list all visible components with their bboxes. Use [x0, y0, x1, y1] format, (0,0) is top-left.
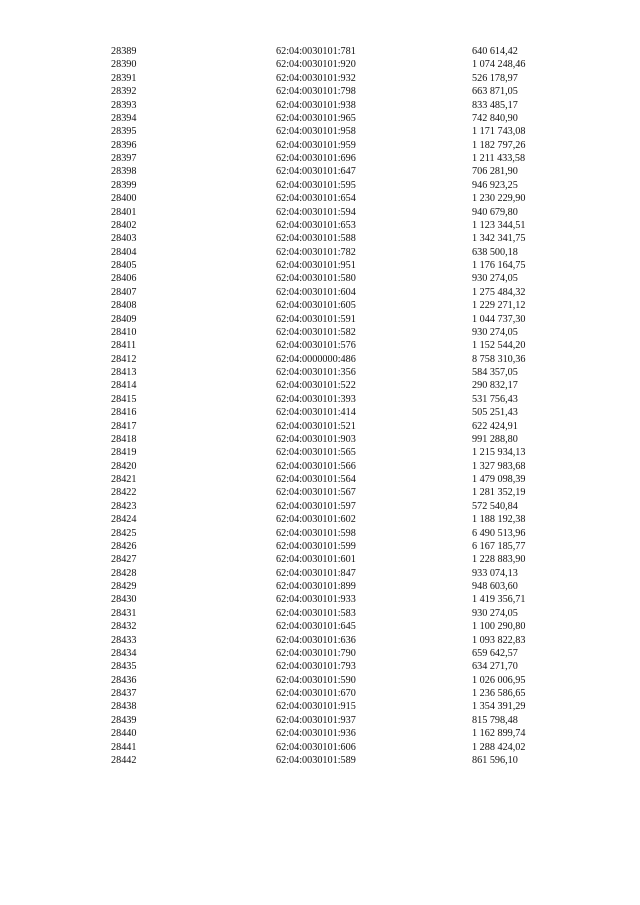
cadastral-value: 6 167 185,77: [472, 540, 526, 552]
row-number: 28432: [111, 621, 137, 633]
cadastral-number: 62:04:0030101:591: [276, 313, 356, 325]
cadastral-value: 659 642,57: [472, 647, 518, 659]
table-row: [0, 634, 640, 647]
row-number: 28433: [111, 634, 137, 646]
cadastral-number: 62:04:0030101:670: [276, 688, 356, 699]
row-number: 28392: [111, 86, 137, 98]
table-row: [0, 513, 640, 526]
table-row: [0, 540, 640, 553]
table-row: [0, 299, 640, 312]
cadastral-value: 930 274,05: [472, 607, 518, 619]
row-number: 28401: [111, 206, 137, 218]
row-number: 28440: [111, 728, 137, 740]
cadastral-number: 62:04:0030101:696: [276, 153, 356, 164]
cadastral-value: 940 679,80: [472, 206, 518, 218]
cadastral-value: 1 093 822,83: [472, 634, 526, 646]
row-number: 28404: [111, 246, 137, 258]
cadastral-value: 1 215 934,13: [472, 447, 526, 459]
cadastral-value: 1 100 290,80: [472, 621, 526, 633]
cadastral-number: 62:04:0030101:356: [276, 367, 356, 378]
cadastral-value: 1 281 352,19: [472, 487, 526, 499]
row-number: 28413: [111, 367, 137, 378]
row-number: 28425: [111, 527, 137, 539]
row-number: 28415: [111, 393, 137, 405]
cadastral-number: 62:04:0030101:790: [276, 647, 356, 659]
table-row: [0, 152, 640, 165]
cadastral-number: 62:04:0030101:605: [276, 300, 356, 312]
row-number: 28421: [111, 474, 137, 485]
table-row: [0, 165, 640, 178]
table-row: [0, 72, 640, 85]
cadastral-number: 62:04:0030101:933: [276, 594, 356, 606]
cadastral-number: 62:04:0030101:583: [276, 607, 356, 619]
cadastral-number: 62:04:0030101:601: [276, 554, 356, 566]
cadastral-value: 1 176 164,75: [472, 260, 526, 271]
table-row: [0, 714, 640, 727]
row-number: 28434: [111, 647, 137, 659]
table-row: [0, 272, 640, 285]
cadastral-number: 62:04:0030101:564: [276, 474, 356, 485]
cadastral-number: 62:04:0030101:798: [276, 86, 356, 98]
cadastral-number: 62:04:0030101:599: [276, 540, 356, 552]
row-number: 28407: [111, 286, 137, 298]
cadastral-value-table: [0, 45, 640, 767]
table-row: [0, 313, 640, 326]
row-number: 28390: [111, 59, 137, 71]
row-number: 28418: [111, 433, 137, 445]
cadastral-value: 1 211 433,58: [472, 153, 526, 164]
table-row: [0, 754, 640, 767]
cadastral-value: 1 230 229,90: [472, 193, 526, 205]
cadastral-value: 1 479 098,39: [472, 474, 526, 485]
row-number: 28397: [111, 153, 137, 164]
row-number: 28424: [111, 514, 137, 526]
cadastral-number: 62:04:0030101:590: [276, 674, 356, 686]
cadastral-number: 62:04:0030101:589: [276, 754, 356, 766]
table-row: [0, 473, 640, 486]
cadastral-value: 1 074 248,46: [472, 59, 526, 71]
cadastral-number: 62:04:0030101:654: [276, 193, 356, 205]
table-row: [0, 192, 640, 205]
cadastral-value: 505 251,43: [472, 407, 518, 419]
cadastral-value: 1 188 192,38: [472, 514, 526, 526]
cadastral-number: 62:04:0030101:932: [276, 72, 356, 84]
table-row: [0, 219, 640, 232]
table-row: [0, 700, 640, 713]
table-row: [0, 58, 640, 71]
cadastral-value: 526 178,97: [472, 72, 518, 84]
cadastral-number: 62:04:0030101:565: [276, 447, 356, 459]
cadastral-value: 531 756,43: [472, 393, 518, 405]
table-row: [0, 45, 640, 58]
cadastral-value: 706 281,90: [472, 166, 518, 178]
row-number: 28403: [111, 233, 137, 245]
table-row: [0, 179, 640, 192]
table-row: [0, 674, 640, 687]
cadastral-value: 1 354 391,29: [472, 701, 526, 713]
cadastral-value: 930 274,05: [472, 326, 518, 338]
row-number: 28437: [111, 688, 137, 699]
cadastral-number: 62:04:0030101:636: [276, 634, 356, 646]
cadastral-number: 62:04:0030101:576: [276, 340, 356, 352]
cadastral-number: 62:04:0030101:937: [276, 714, 356, 726]
row-number: 28423: [111, 500, 137, 512]
table-row: [0, 339, 640, 352]
table-row: [0, 85, 640, 98]
cadastral-value: 638 500,18: [472, 246, 518, 258]
cadastral-value: 634 271,70: [472, 661, 518, 673]
table-row: [0, 660, 640, 673]
cadastral-value: 290 832,17: [472, 380, 518, 392]
cadastral-value: 584 357,05: [472, 367, 518, 378]
table-row: [0, 286, 640, 299]
cadastral-value: 1 419 356,71: [472, 594, 526, 606]
table-row: [0, 379, 640, 392]
cadastral-number: 62:04:0030101:588: [276, 233, 356, 245]
table-row: [0, 647, 640, 660]
cadastral-number: 62:04:0030101:938: [276, 99, 356, 111]
cadastral-value: 930 274,05: [472, 273, 518, 285]
table-row: [0, 326, 640, 339]
cadastral-value: 1 171 743,08: [472, 126, 526, 138]
cadastral-value: 1 228 883,90: [472, 554, 526, 566]
cadastral-number: 62:04:0030101:951: [276, 260, 356, 271]
table-row: [0, 500, 640, 513]
row-number: 28399: [111, 179, 137, 191]
cadastral-number: 62:04:0030101:594: [276, 206, 356, 218]
cadastral-number: 62:04:0030101:598: [276, 527, 356, 539]
cadastral-number: 62:04:0030101:522: [276, 380, 356, 392]
row-number: 28430: [111, 594, 137, 606]
cadastral-number: 62:04:0030101:595: [276, 179, 356, 191]
cadastral-number: 62:04:0030101:899: [276, 581, 356, 592]
row-number: 28428: [111, 567, 137, 579]
row-number: 28416: [111, 407, 137, 419]
table-row: [0, 393, 640, 406]
cadastral-number: 62:04:0030101:781: [276, 46, 356, 57]
cadastral-number: 62:04:0030101:597: [276, 500, 356, 512]
table-row: [0, 741, 640, 754]
cadastral-number: 62:04:0030101:414: [276, 407, 356, 419]
table-row: [0, 580, 640, 593]
cadastral-value: 1 152 544,20: [472, 340, 526, 352]
table-row: [0, 406, 640, 419]
table-row: [0, 527, 640, 540]
row-number: 28431: [111, 607, 137, 619]
cadastral-value: 1 162 899,74: [472, 728, 526, 740]
row-number: 28420: [111, 460, 137, 472]
row-number: 28394: [111, 112, 137, 124]
row-number: 28405: [111, 260, 137, 271]
cadastral-value: 8 758 310,36: [472, 353, 526, 365]
table-row: [0, 567, 640, 580]
cadastral-number: 62:04:0030101:847: [276, 567, 356, 579]
table-row: [0, 593, 640, 606]
cadastral-value: 948 603,60: [472, 581, 518, 592]
cadastral-value: 815 798,48: [472, 714, 518, 726]
cadastral-number: 62:04:0030101:602: [276, 514, 356, 526]
cadastral-number: 62:04:0030101:915: [276, 701, 356, 713]
cadastral-value: 1 123 344,51: [472, 219, 526, 231]
cadastral-value: 1 229 271,12: [472, 300, 526, 312]
table-row: [0, 420, 640, 433]
table-row: [0, 486, 640, 499]
row-number: 28427: [111, 554, 137, 566]
cadastral-number: 62:04:0030101:958: [276, 126, 356, 138]
row-number: 28417: [111, 420, 137, 432]
table-row: [0, 620, 640, 633]
table-row: [0, 366, 640, 379]
cadastral-number: 62:04:0000000:486: [276, 353, 356, 365]
row-number: 28389: [111, 46, 137, 57]
row-number: 28442: [111, 754, 137, 766]
row-number: 28400: [111, 193, 137, 205]
cadastral-value: 6 490 513,96: [472, 527, 526, 539]
cadastral-value: 1 026 006,95: [472, 674, 526, 686]
table-row: [0, 232, 640, 245]
row-number: 28436: [111, 674, 137, 686]
row-number: 28406: [111, 273, 137, 285]
table-row: [0, 246, 640, 259]
cadastral-number: 62:04:0030101:647: [276, 166, 356, 178]
cadastral-value: 946 923,25: [472, 179, 518, 191]
cadastral-number: 62:04:0030101:965: [276, 112, 356, 124]
table-row: [0, 727, 640, 740]
cadastral-number: 62:04:0030101:903: [276, 433, 356, 445]
cadastral-value: 663 871,05: [472, 86, 518, 98]
cadastral-number: 62:04:0030101:521: [276, 420, 356, 432]
row-number: 28410: [111, 326, 137, 338]
cadastral-number: 62:04:0030101:566: [276, 460, 356, 472]
row-number: 28391: [111, 72, 137, 84]
cadastral-number: 62:04:0030101:645: [276, 621, 356, 633]
row-number: 28409: [111, 313, 137, 325]
cadastral-value: 622 424,91: [472, 420, 518, 432]
cadastral-number: 62:04:0030101:920: [276, 59, 356, 71]
row-number: 28396: [111, 139, 137, 151]
cadastral-number: 62:04:0030101:582: [276, 326, 356, 338]
row-number: 28441: [111, 741, 137, 753]
cadastral-number: 62:04:0030101:567: [276, 487, 356, 499]
table-row: [0, 112, 640, 125]
cadastral-value: 1 327 983,68: [472, 460, 526, 472]
cadastral-value: 640 614,42: [472, 46, 518, 57]
cadastral-value: 991 288,80: [472, 433, 518, 445]
cadastral-value: 1 236 586,65: [472, 688, 526, 699]
cadastral-value: 742 840,90: [472, 112, 518, 124]
table-row: [0, 433, 640, 446]
row-number: 28412: [111, 353, 137, 365]
row-number: 28408: [111, 300, 137, 312]
row-number: 28419: [111, 447, 137, 459]
cadastral-value: 1 275 484,32: [472, 286, 526, 298]
cadastral-value: 833 485,17: [472, 99, 518, 111]
row-number: 28435: [111, 661, 137, 673]
cadastral-value: 1 044 737,30: [472, 313, 526, 325]
row-number: 28395: [111, 126, 137, 138]
table-row: [0, 460, 640, 473]
cadastral-number: 62:04:0030101:653: [276, 219, 356, 231]
table-row: [0, 99, 640, 112]
row-number: 28402: [111, 219, 137, 231]
cadastral-value: 572 540,84: [472, 500, 518, 512]
table-row: [0, 687, 640, 700]
cadastral-number: 62:04:0030101:782: [276, 246, 356, 258]
cadastral-value: 861 596,10: [472, 754, 518, 766]
cadastral-value: 933 074,13: [472, 567, 518, 579]
row-number: 28411: [111, 340, 137, 352]
row-number: 28393: [111, 99, 137, 111]
table-row: [0, 206, 640, 219]
cadastral-number: 62:04:0030101:580: [276, 273, 356, 285]
row-number: 28422: [111, 487, 137, 499]
table-row: [0, 353, 640, 366]
cadastral-value: 1 182 797,26: [472, 139, 526, 151]
row-number: 28429: [111, 581, 137, 592]
row-number: 28426: [111, 540, 137, 552]
row-number: 28414: [111, 380, 137, 392]
table-row: [0, 259, 640, 272]
row-number: 28398: [111, 166, 137, 178]
cadastral-number: 62:04:0030101:393: [276, 393, 356, 405]
cadastral-number: 62:04:0030101:604: [276, 286, 356, 298]
table-row: [0, 446, 640, 459]
cadastral-number: 62:04:0030101:606: [276, 741, 356, 753]
row-number: 28438: [111, 701, 137, 713]
cadastral-number: 62:04:0030101:959: [276, 139, 356, 151]
cadastral-number: 62:04:0030101:936: [276, 728, 356, 740]
table-row: [0, 125, 640, 138]
table-row: [0, 553, 640, 566]
cadastral-value: 1 342 341,75: [472, 233, 526, 245]
table-row: [0, 607, 640, 620]
table-row: [0, 139, 640, 152]
cadastral-number: 62:04:0030101:793: [276, 661, 356, 673]
row-number: 28439: [111, 714, 137, 726]
cadastral-value: 1 288 424,02: [472, 741, 526, 753]
